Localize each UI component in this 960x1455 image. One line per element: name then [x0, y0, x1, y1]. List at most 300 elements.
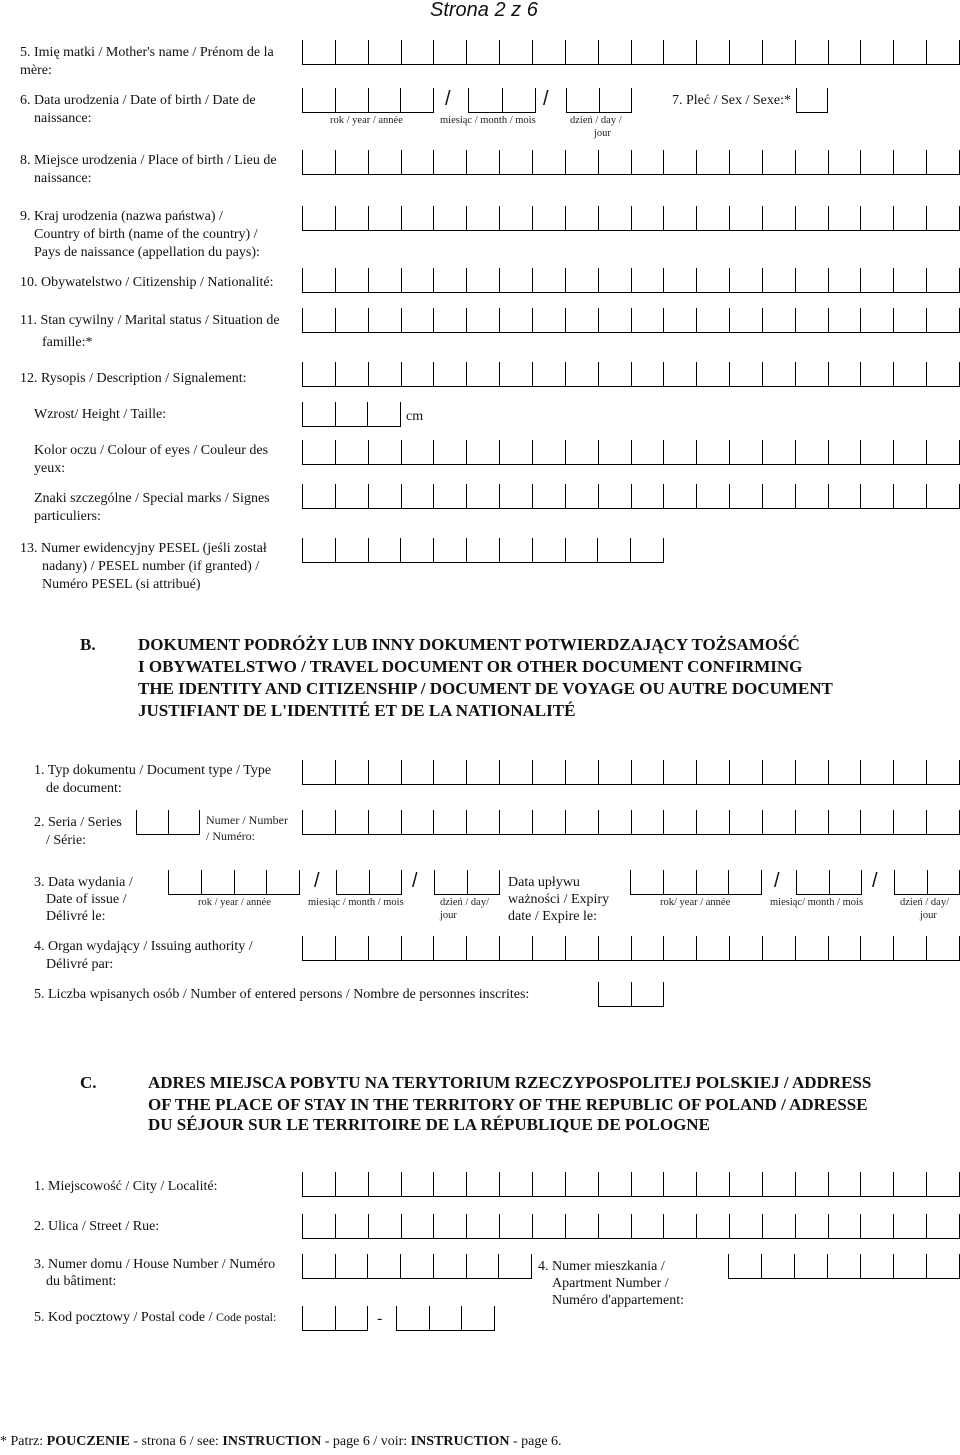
box-divider	[565, 40, 566, 64]
box-divider	[828, 308, 829, 332]
footer-b: POUCZENIE	[46, 1434, 130, 1449]
box-divider	[762, 268, 763, 292]
box-divider	[663, 206, 664, 230]
box-divider	[499, 1172, 500, 1196]
box-divider	[266, 870, 267, 894]
series-label-1: 2. Seria / Series	[34, 815, 122, 830]
dob-month-caption: miesiąc / month / mois	[440, 115, 536, 126]
pesel-label-3: Numéro PESEL (si attribué)	[42, 577, 201, 592]
city-label: 1. Miejscowość / City / Localité:	[34, 1179, 218, 1194]
authority-field[interactable]	[302, 936, 960, 961]
box-divider	[466, 308, 467, 332]
height-unit: cm	[406, 409, 424, 424]
box-divider	[696, 268, 697, 292]
box-divider	[401, 40, 402, 64]
dob-day-caption-2: jour	[594, 128, 611, 139]
box-divider	[302, 362, 303, 386]
box-divider	[367, 1306, 368, 1330]
pob-field[interactable]	[302, 150, 960, 175]
box-divider	[860, 1214, 861, 1238]
box-divider	[532, 362, 533, 386]
expiry-day-field[interactable]	[894, 870, 960, 895]
box-divider	[663, 982, 664, 1006]
footer-g: - page 6.	[512, 1434, 562, 1449]
box-divider	[696, 440, 697, 464]
box-divider	[860, 268, 861, 292]
box-divider	[828, 1214, 829, 1238]
issue-day-caption-2: jour	[440, 910, 457, 921]
box-divider	[499, 1214, 500, 1238]
box-divider	[663, 936, 664, 960]
box-divider	[368, 268, 369, 292]
box-divider	[828, 440, 829, 464]
box-divider	[401, 308, 402, 332]
box-divider	[696, 484, 697, 508]
description-field[interactable]	[302, 362, 960, 387]
persons-label: 5. Liczba wpisanych osób / Number of entered persons / Nombre de personnes inscrites:	[34, 987, 530, 1002]
box-divider	[729, 1214, 730, 1238]
box-divider	[926, 308, 927, 332]
box-divider	[565, 760, 566, 784]
box-divider	[532, 150, 533, 174]
box-divider	[433, 268, 434, 292]
footer-e: - page 6 / voir:	[324, 1434, 408, 1449]
cob-label-2: Country of birth (name of the country) /	[34, 227, 258, 242]
box-divider	[401, 870, 402, 894]
description-label: 12. Rysopis / Description / Signalement:	[20, 371, 247, 386]
box-divider	[729, 440, 730, 464]
box-divider	[565, 810, 566, 834]
box-divider	[466, 440, 467, 464]
box-divider	[827, 88, 828, 112]
box-divider	[828, 150, 829, 174]
issue-label-1: 3. Data wydania /	[34, 875, 133, 890]
box-divider	[630, 538, 631, 562]
box-divider	[532, 1172, 533, 1196]
box-divider	[532, 268, 533, 292]
issue-year-field[interactable]	[168, 870, 300, 895]
city-field[interactable]	[302, 1172, 960, 1197]
box-divider	[696, 362, 697, 386]
eyes-label-2: yeux:	[34, 461, 66, 476]
box-divider	[696, 40, 697, 64]
box-divider	[368, 936, 369, 960]
box-divider	[532, 206, 533, 230]
box-divider	[762, 1172, 763, 1196]
box-divider	[729, 484, 730, 508]
doc-type-field[interactable]	[302, 760, 960, 785]
box-divider	[598, 1214, 599, 1238]
box-divider	[795, 484, 796, 508]
box-divider	[335, 760, 336, 784]
box-divider	[729, 40, 730, 64]
section-c-title-1: ADRES MIEJSCA POBYTU NA TERYTORIUM RZECZYPOSPOLITEJ POLSKIEJ / ADDRESS	[148, 1073, 872, 1092]
box-divider	[433, 538, 434, 562]
box-divider	[631, 88, 632, 112]
box-divider	[926, 40, 927, 64]
footer-a: * Patrz:	[0, 1434, 44, 1449]
box-divider	[367, 1254, 368, 1278]
box-divider	[598, 982, 599, 1006]
box-divider	[302, 206, 303, 230]
box-divider	[828, 1172, 829, 1196]
pesel-field[interactable]	[302, 538, 664, 563]
box-divider	[335, 40, 336, 64]
box-divider	[368, 308, 369, 332]
box-divider	[696, 810, 697, 834]
box-divider	[302, 538, 303, 562]
box-divider	[696, 870, 697, 894]
apt-label-3: Numéro d'appartement:	[552, 1293, 684, 1308]
box-divider	[663, 1214, 664, 1238]
box-divider	[795, 760, 796, 784]
box-divider	[302, 484, 303, 508]
date-separator: /	[774, 870, 780, 892]
box-divider	[401, 810, 402, 834]
box-divider	[795, 1172, 796, 1196]
box-divider	[565, 150, 566, 174]
box-divider	[926, 206, 927, 230]
box-divider	[499, 440, 500, 464]
section-b-title-1: DOKUMENT PODRÓŻY LUB INNY DOKUMENT POTWIERDZAJĄCY TOŻSAMOŚĆ	[138, 635, 800, 654]
box-divider	[794, 1254, 795, 1278]
box-divider	[860, 484, 861, 508]
box-divider	[926, 150, 927, 174]
box-divider	[827, 1254, 828, 1278]
box-divider	[828, 484, 829, 508]
box-divider	[532, 440, 533, 464]
box-divider	[335, 1214, 336, 1238]
box-divider	[499, 40, 500, 64]
box-divider	[401, 362, 402, 386]
box-divider	[631, 362, 632, 386]
box-divider	[663, 40, 664, 64]
expiry-month-caption: miesiąc/ month / mois	[770, 897, 864, 908]
box-divider	[433, 1172, 434, 1196]
box-divider	[532, 484, 533, 508]
box-divider	[499, 150, 500, 174]
box-divider	[893, 936, 894, 960]
box-divider	[400, 1254, 401, 1278]
box-divider	[762, 362, 763, 386]
box-divider	[893, 308, 894, 332]
box-divider	[631, 268, 632, 292]
box-divider	[302, 1306, 303, 1330]
expiry-year-caption: rok/ year / année	[660, 897, 731, 908]
marks-field[interactable]	[302, 484, 960, 509]
house-number-field[interactable]	[302, 1254, 532, 1279]
citizenship-field[interactable]	[302, 268, 960, 293]
box-divider	[400, 88, 401, 112]
box-divider	[860, 206, 861, 230]
box-divider	[401, 1172, 402, 1196]
box-divider	[761, 870, 762, 894]
box-divider	[598, 206, 599, 230]
doc-number-field[interactable]	[302, 810, 960, 835]
box-divider	[762, 150, 763, 174]
eyes-field[interactable]	[302, 440, 960, 465]
box-divider	[696, 1172, 697, 1196]
box-divider	[302, 88, 303, 112]
box-divider	[335, 206, 336, 230]
box-divider	[566, 88, 567, 112]
box-divider	[168, 870, 169, 894]
box-divider	[893, 362, 894, 386]
box-divider	[598, 440, 599, 464]
box-divider	[499, 206, 500, 230]
box-divider	[762, 308, 763, 332]
box-divider	[762, 936, 763, 960]
box-divider	[795, 268, 796, 292]
box-divider	[926, 1254, 927, 1278]
box-divider	[663, 810, 664, 834]
box-divider	[598, 40, 599, 64]
box-divider	[762, 206, 763, 230]
box-divider	[302, 936, 303, 960]
postal-label-main: 5. Kod pocztowy / Postal code /	[34, 1310, 213, 1325]
house-label-1: 3. Numer domu / House Number / Numéro	[34, 1257, 276, 1272]
box-divider	[302, 308, 303, 332]
box-divider	[433, 810, 434, 834]
marital-field[interactable]	[302, 308, 960, 333]
box-divider	[696, 1214, 697, 1238]
box-divider	[498, 1254, 499, 1278]
number-label-2: / Numéro:	[206, 829, 255, 843]
expiry-label-3: date / Expire le:	[508, 909, 598, 924]
box-divider	[201, 870, 202, 894]
box-divider	[893, 40, 894, 64]
box-divider	[368, 1172, 369, 1196]
box-divider	[860, 40, 861, 64]
box-divider	[631, 484, 632, 508]
section-b-title-4: JUSTIFIANT DE L'IDENTITÉ ET DE LA NATIONALITÉ	[138, 701, 576, 720]
box-divider	[893, 810, 894, 834]
box-divider	[762, 810, 763, 834]
box-divider	[728, 870, 729, 894]
box-divider	[598, 810, 599, 834]
box-divider	[468, 88, 469, 112]
box-divider	[499, 936, 500, 960]
box-divider	[401, 268, 402, 292]
box-divider	[599, 88, 600, 112]
cob-label-3: Pays de naissance (appellation du pays):	[34, 245, 260, 260]
box-divider	[598, 308, 599, 332]
box-divider	[631, 150, 632, 174]
box-divider	[926, 810, 927, 834]
postal-code-part2[interactable]	[396, 1306, 495, 1331]
box-divider	[499, 760, 500, 784]
section-c-title-2: OF THE PLACE OF STAY IN THE TERRITORY OF THE REPUBLIC OF POLAND / ADRESSE	[148, 1095, 868, 1114]
expiry-month-field[interactable]	[796, 870, 862, 895]
box-divider	[466, 484, 467, 508]
box-divider	[860, 440, 861, 464]
cob-field[interactable]	[302, 206, 960, 231]
postal-label-small: Code postal:	[215, 1310, 277, 1324]
box-divider	[368, 810, 369, 834]
height-field[interactable]	[302, 402, 401, 427]
box-divider	[335, 484, 336, 508]
box-divider	[532, 760, 533, 784]
box-divider	[433, 1214, 434, 1238]
box-divider	[630, 870, 631, 894]
box-divider	[795, 206, 796, 230]
box-divider	[565, 484, 566, 508]
marks-label-1: Znaki szczególne / Special marks / Signes	[34, 491, 270, 506]
box-divider	[499, 308, 500, 332]
box-divider	[860, 810, 861, 834]
section-b-letter: B.	[80, 635, 96, 654]
box-divider	[466, 268, 467, 292]
dob-day-caption-1: dzień / day /	[570, 115, 622, 126]
box-divider	[368, 40, 369, 64]
box-divider	[729, 150, 730, 174]
street-field[interactable]	[302, 1214, 960, 1239]
box-divider	[335, 936, 336, 960]
box-divider	[433, 936, 434, 960]
box-divider	[598, 362, 599, 386]
section-c-letter: C.	[80, 1073, 97, 1092]
box-divider	[234, 870, 235, 894]
box-divider	[860, 1172, 861, 1196]
postal-dash: -	[377, 1310, 383, 1327]
box-divider	[335, 810, 336, 834]
box-divider	[796, 870, 797, 894]
postal-code-part1[interactable]	[302, 1306, 368, 1331]
box-divider	[631, 760, 632, 784]
box-divider	[302, 402, 303, 426]
box-divider	[565, 936, 566, 960]
mother-name-field[interactable]	[302, 40, 960, 65]
box-divider	[893, 1172, 894, 1196]
dob-day-field[interactable]	[566, 88, 632, 113]
box-divider	[335, 1306, 336, 1330]
series-field[interactable]	[136, 810, 200, 835]
box-divider	[565, 268, 566, 292]
sex-label: 7. Pleć / Sex / Sexe:*	[672, 93, 791, 108]
box-divider	[302, 760, 303, 784]
box-divider	[466, 1254, 467, 1278]
issue-month-caption: miesiąc / month / mois	[308, 897, 404, 908]
box-divider	[729, 936, 730, 960]
box-divider	[565, 206, 566, 230]
box-divider	[401, 484, 402, 508]
box-divider	[302, 40, 303, 64]
box-divider	[795, 150, 796, 174]
box-divider	[893, 760, 894, 784]
box-divider	[729, 268, 730, 292]
box-divider	[302, 810, 303, 834]
box-divider	[335, 402, 336, 426]
issue-month-field[interactable]	[336, 870, 402, 895]
box-divider	[401, 150, 402, 174]
box-divider	[828, 936, 829, 960]
dob-year-field[interactable]	[302, 88, 434, 113]
box-divider	[893, 484, 894, 508]
box-divider	[502, 88, 503, 112]
box-divider	[565, 538, 566, 562]
box-divider	[401, 440, 402, 464]
box-divider	[828, 268, 829, 292]
postal-label	[34, 1308, 276, 1327]
box-divider	[828, 362, 829, 386]
box-divider	[828, 40, 829, 64]
box-divider	[466, 760, 467, 784]
expiry-day-caption-1: dzień / day/	[900, 897, 949, 908]
box-divider	[598, 1172, 599, 1196]
box-divider	[335, 362, 336, 386]
box-divider	[401, 760, 402, 784]
box-divider	[860, 308, 861, 332]
box-divider	[466, 1172, 467, 1196]
box-divider	[631, 308, 632, 332]
box-divider	[795, 40, 796, 64]
box-divider	[893, 268, 894, 292]
box-divider	[335, 150, 336, 174]
box-divider	[927, 870, 928, 894]
sex-field[interactable]	[796, 88, 828, 113]
box-divider	[893, 206, 894, 230]
box-divider	[494, 1306, 495, 1330]
box-divider	[663, 440, 664, 464]
box-divider	[663, 870, 664, 894]
marital-label-2: famille:*	[42, 335, 93, 350]
box-divider	[499, 362, 500, 386]
box-divider	[466, 206, 467, 230]
box-divider	[302, 1254, 303, 1278]
box-divider	[467, 870, 468, 894]
house-label-2: du bâtiment:	[46, 1274, 117, 1289]
authority-label-2: Délivré par:	[46, 957, 114, 972]
box-divider	[535, 88, 536, 112]
box-divider	[335, 88, 336, 112]
apartment-field[interactable]	[728, 1254, 960, 1279]
box-divider	[400, 402, 401, 426]
box-divider	[168, 810, 169, 834]
cob-label-1: 9. Kraj urodzenia (nazwa państwa) /	[20, 209, 223, 224]
box-divider	[532, 936, 533, 960]
box-divider	[926, 484, 927, 508]
box-divider	[466, 1214, 467, 1238]
box-divider	[532, 810, 533, 834]
expiry-year-field[interactable]	[630, 870, 762, 895]
issue-label-3: Délivré le:	[46, 909, 106, 924]
box-divider	[499, 810, 500, 834]
box-divider	[729, 810, 730, 834]
box-divider	[598, 936, 599, 960]
dob-month-field[interactable]	[468, 88, 536, 113]
box-divider	[631, 1172, 632, 1196]
box-divider	[729, 206, 730, 230]
box-divider	[729, 1172, 730, 1196]
box-divider	[433, 40, 434, 64]
box-divider	[894, 870, 895, 894]
persons-field[interactable]	[598, 982, 664, 1007]
box-divider	[336, 870, 337, 894]
box-divider	[565, 1172, 566, 1196]
box-divider	[565, 1214, 566, 1238]
doc-type-label-2: de document:	[46, 781, 122, 796]
box-divider	[729, 760, 730, 784]
box-divider	[433, 206, 434, 230]
box-divider	[499, 870, 500, 894]
issue-day-field[interactable]	[434, 870, 500, 895]
box-divider	[796, 88, 797, 112]
box-divider	[466, 362, 467, 386]
pob-label-2: naissance:	[34, 171, 92, 186]
box-divider	[368, 484, 369, 508]
box-divider	[302, 150, 303, 174]
box-divider	[532, 308, 533, 332]
